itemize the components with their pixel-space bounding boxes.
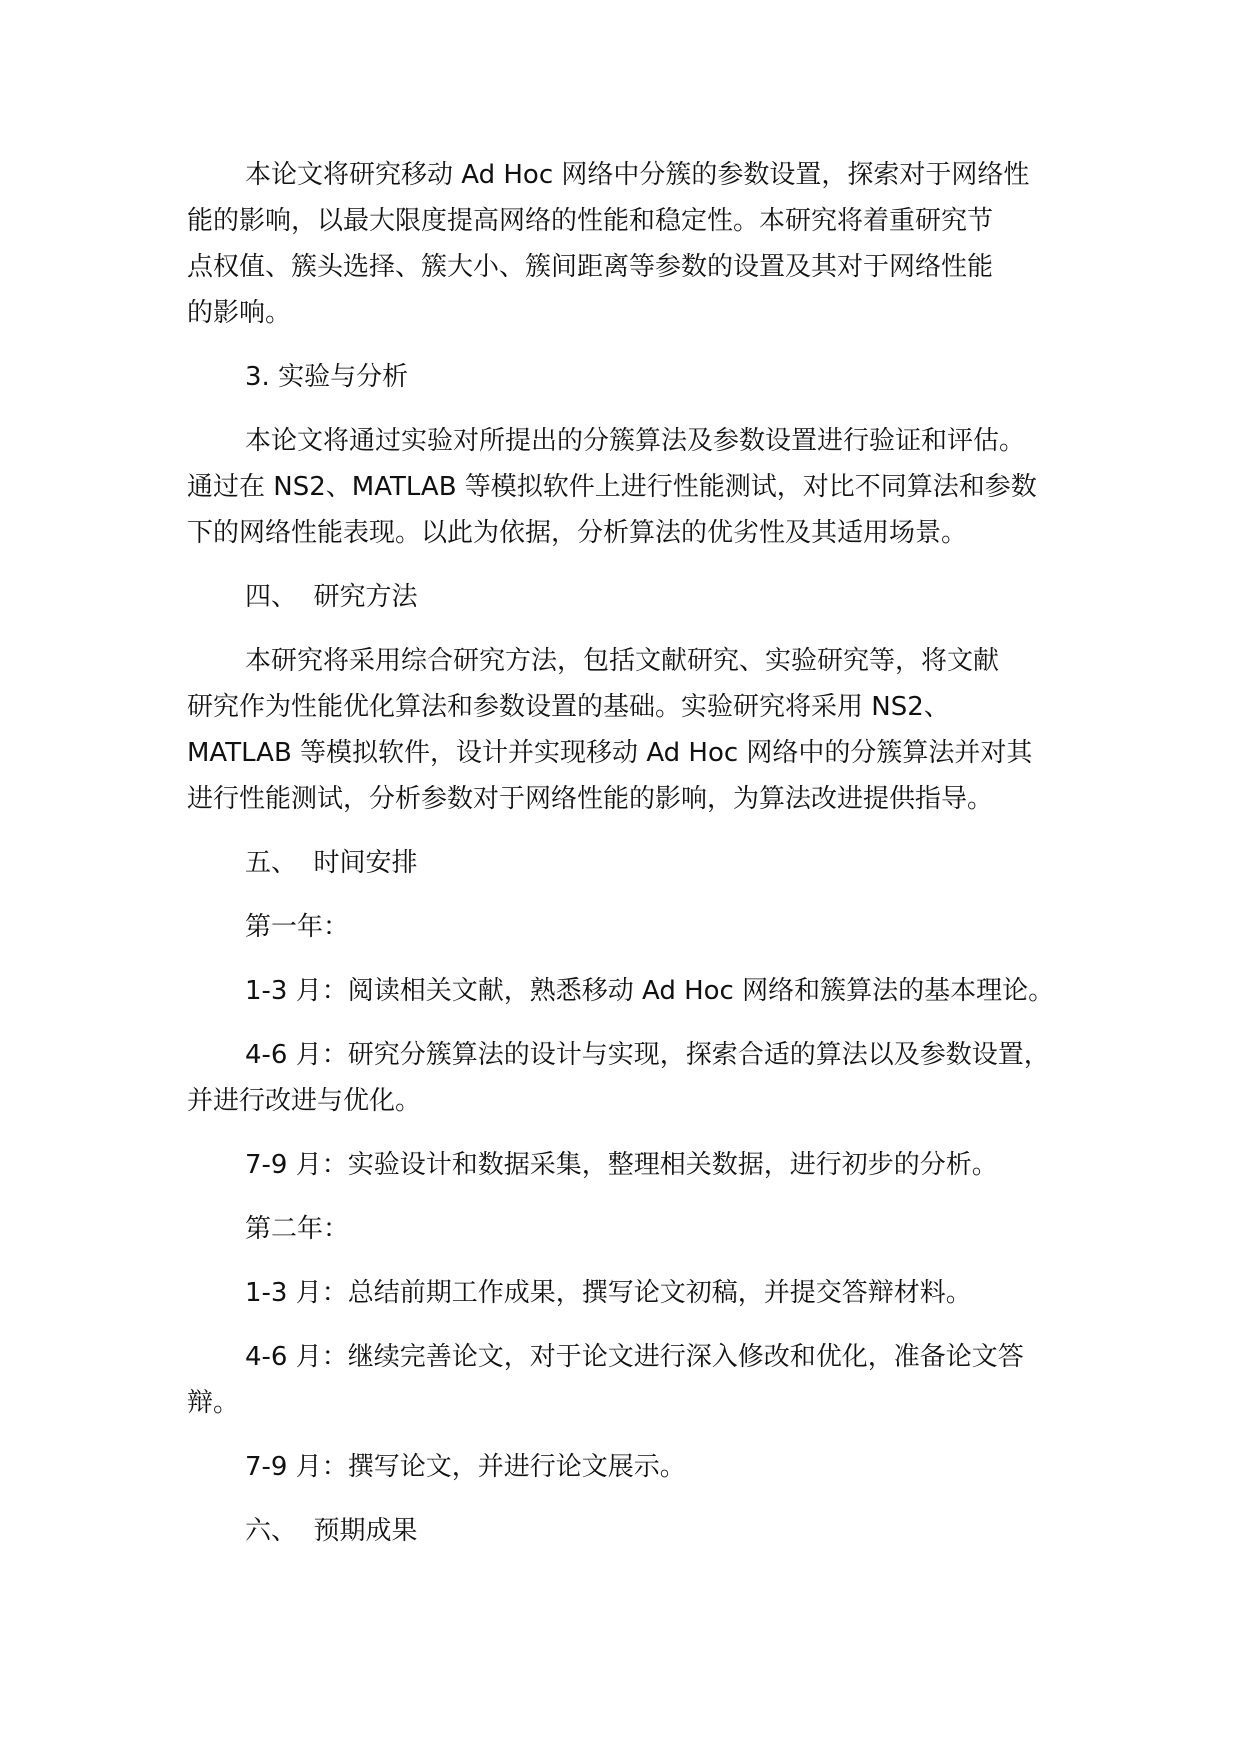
section-heading-method: 四、 研究方法	[245, 582, 418, 612]
schedule-item: 1-3 月：总结前期工作成果，撰写论文初稿，并提交答辩材料。	[245, 1278, 972, 1308]
schedule-item: 7-9 月：实验设计和数据采集，整理相关数据，进行初步的分析。	[245, 1150, 998, 1180]
text-line: 进行性能测试，分析参数对于网络性能的影响，为算法改进提供指导。	[187, 784, 994, 814]
section-heading-experiment: 3. 实验与分析	[245, 362, 409, 392]
schedule-item: 1-3 月：阅读相关文献，熟悉移动 Ad Hoc 网络和簇算法的基本理论。	[245, 976, 1055, 1006]
text-line: 4-6 月：研究分簇算法的设计与实现，探索合适的算法以及参数设置，	[245, 1040, 1050, 1070]
schedule-item	[187, 1032, 1077, 1124]
schedule-item	[187, 1334, 1077, 1426]
text-line: 点权值、簇头选择、簇大小、簇间距离等参数的设置及其对于网络性能	[187, 252, 994, 282]
text-line: 本论文将通过实验对所提出的分簇算法及参数设置进行验证和评估。	[245, 426, 1026, 456]
text-line: 本研究将采用综合研究方法，包括文献研究、实验研究等，将文献	[245, 646, 1000, 676]
text-line: 本论文将研究移动 Ad Hoc 网络中分簇的参数设置，探索对于网络性	[245, 160, 1030, 190]
section-heading-results: 六、 预期成果	[245, 1516, 418, 1546]
document-body	[187, 152, 1077, 1572]
section-heading-schedule: 五、 时间安排	[245, 848, 418, 878]
text-line: MATLAB 等模拟软件，设计并实现移动 Ad Hoc 网络中的分簇算法并对其	[187, 738, 1033, 768]
text-line: 研究作为性能优化算法和参数设置的基础。实验研究将采用 NS2、	[187, 692, 950, 722]
text-line: 并进行改进与优化。	[187, 1086, 422, 1116]
paragraph-cluster-parameters	[187, 152, 1077, 336]
paragraph-method	[187, 638, 1077, 822]
year-two-label: 第二年：	[245, 1214, 350, 1244]
text-line: 能的影响，以最大限度提高网络的性能和稳定性。本研究将着重研究节	[187, 206, 994, 236]
text-line: 通过在 NS2、MATLAB 等模拟软件上进行性能测试，对比不同算法和参数	[187, 472, 1037, 502]
paragraph-experiment	[187, 418, 1077, 556]
text-line: 4-6 月：继续完善论文，对于论文进行深入修改和优化，准备论文答	[245, 1342, 1024, 1372]
text-line: 的影响。	[187, 298, 292, 328]
text-line: 辩。	[187, 1388, 240, 1418]
schedule-item: 7-9 月：撰写论文，并进行论文展示。	[245, 1452, 686, 1482]
text-line: 下的网络性能表现。以此为依据，分析算法的优劣性及其适用场景。	[187, 518, 968, 548]
year-one-label: 第一年：	[245, 912, 350, 942]
